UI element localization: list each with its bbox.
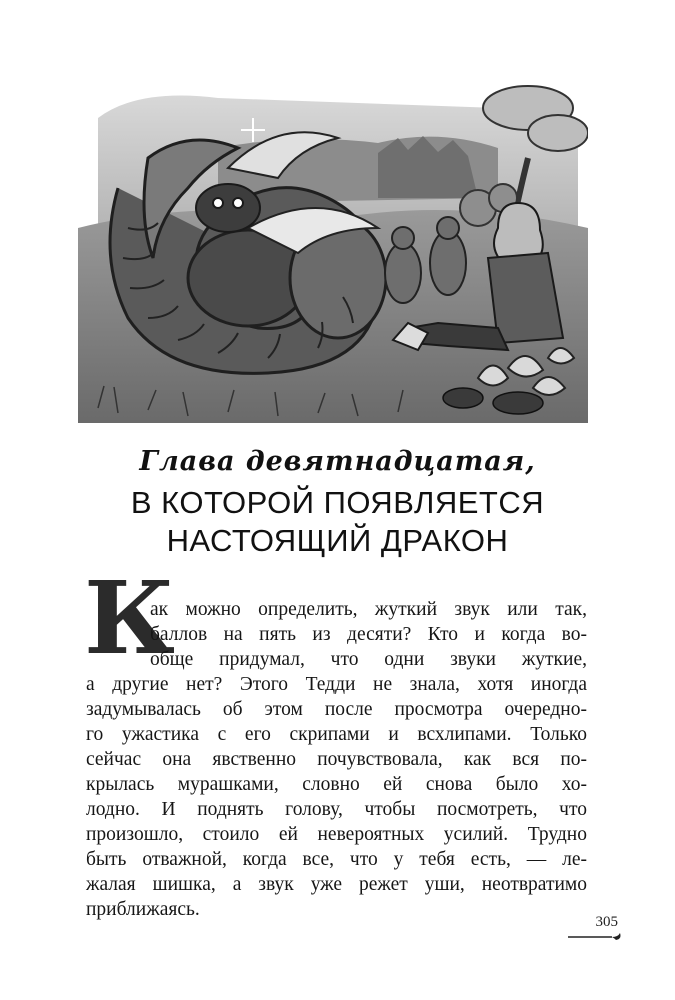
chapter-subtitle-line-1: В КОТОРОЙ ПОЯВЛЯЕТСЯ	[130, 485, 545, 520]
text-line: го ужастика с его скрипами и всхлипами. Только	[86, 724, 587, 745]
text-line: приближаясь.	[86, 899, 200, 920]
page-number-rule-icon	[566, 930, 626, 944]
text-line: произошло, стоило ей невероятных усилий. Трудно	[86, 824, 587, 845]
chapter-subtitle	[0, 484, 675, 560]
page-number: 305	[595, 914, 618, 930]
text-line: лодно. И поднять голову, чтобы посмотреть, что	[86, 799, 587, 820]
chapter-illustration	[78, 78, 588, 423]
text-line: крылась мурашками, словно ей снова было хо-	[86, 774, 587, 795]
text-line: жалая шишка, а звук уже режет уши, неотвратимо	[86, 874, 587, 895]
text-line: баллов на пять из десяти? Кто и когда во-	[150, 624, 587, 645]
text-line: ак можно определить, жуткий звук или так,	[150, 599, 587, 620]
drop-cap-letter: К	[84, 559, 175, 677]
chapter-heading: Глава девятнадцатая,	[139, 446, 536, 477]
text-line: сейчас она явственно почувствовала, как вся по-	[86, 749, 587, 770]
text-line: задумывалась об этом после просмотра очередно-	[86, 699, 587, 720]
text-line: обще придумал, что одни звуки жуткие,	[150, 649, 587, 670]
text-line: а другие нет? Этого Тедди не знала, хотя иногда	[86, 674, 587, 695]
chapter-subtitle-line-2: НАСТОЯЩИЙ ДРАКОН	[166, 523, 509, 558]
dragon-and-girl-illustration-icon	[78, 78, 588, 423]
text-line: быть отважной, когда все, что у тебя есть, — ле-	[86, 849, 587, 870]
drop-cap	[84, 559, 175, 677]
